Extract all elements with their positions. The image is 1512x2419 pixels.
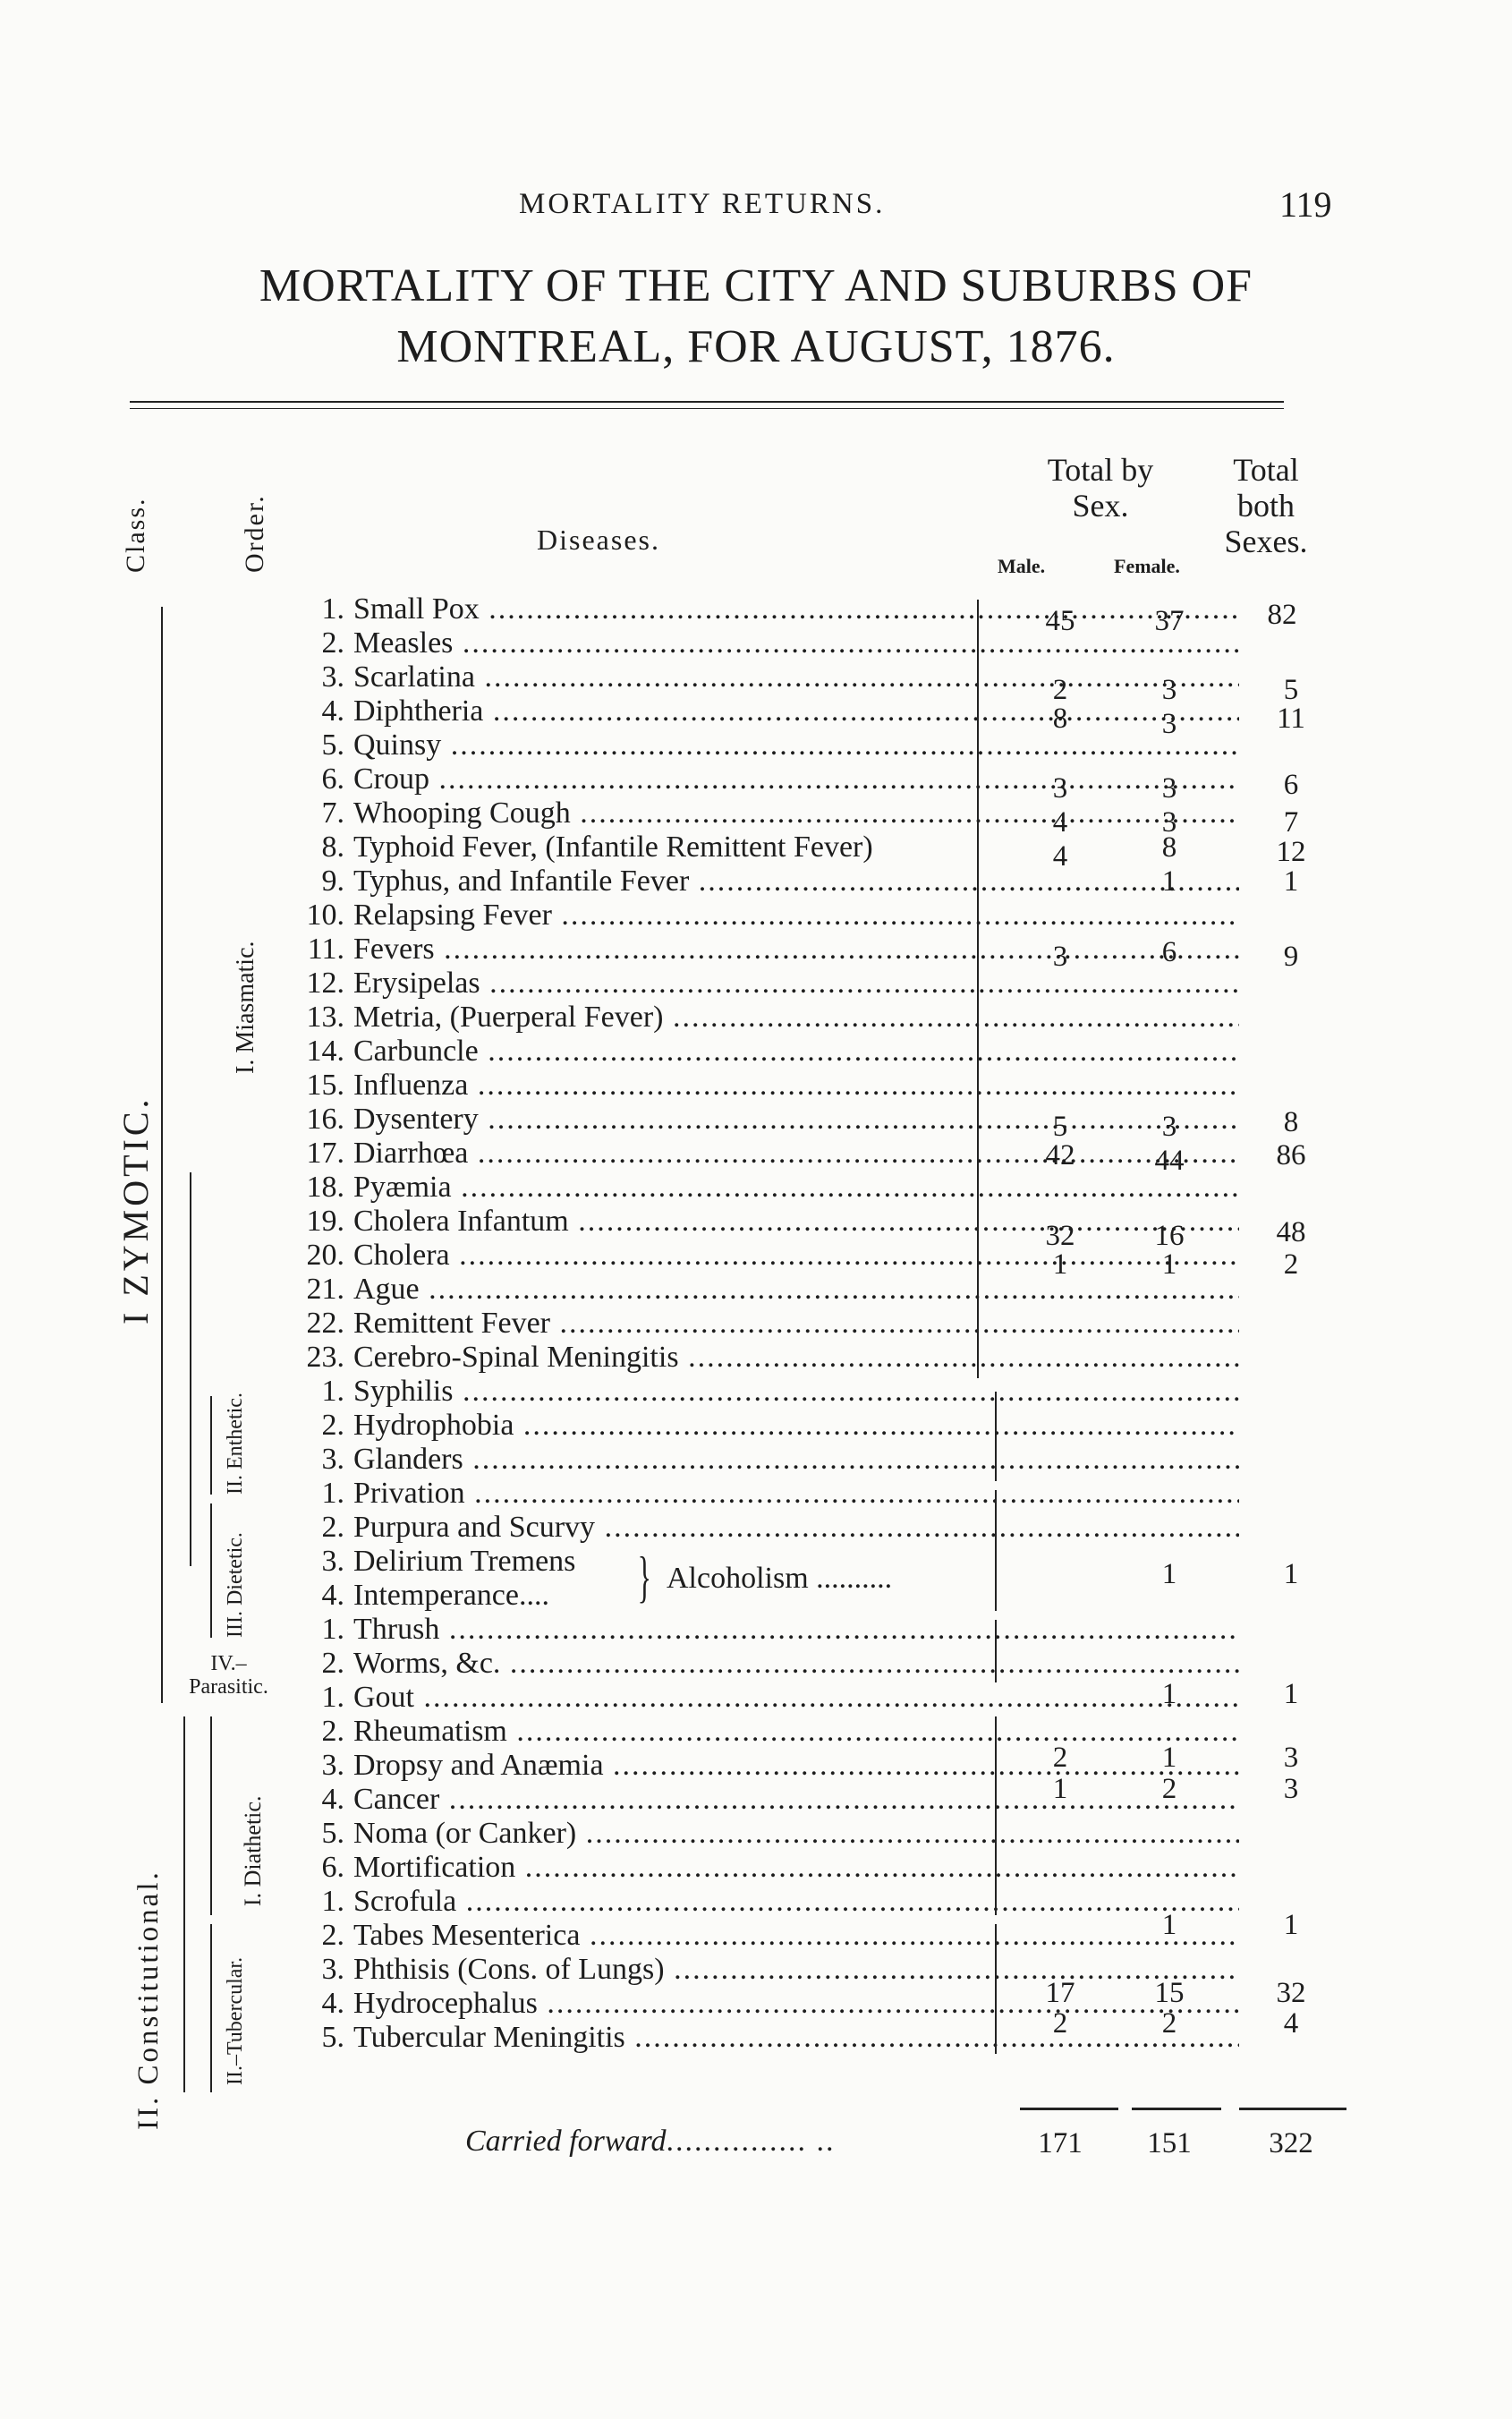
female-value: 8 xyxy=(1161,831,1177,864)
female-value: 1 xyxy=(1161,865,1177,898)
constitutional-class-bracket xyxy=(183,1716,185,2092)
disease-name: Rheumatism ..... xyxy=(353,1715,1239,1749)
row-number: 1. xyxy=(321,1477,344,1510)
row-number: 14. xyxy=(306,1035,344,1068)
row-number: 4. xyxy=(321,1783,344,1816)
group-brace xyxy=(995,1392,997,1481)
row-number: 12. xyxy=(306,967,344,1000)
disease-name: Pyæmia ..... xyxy=(353,1171,1239,1205)
row-number: 9. xyxy=(321,865,344,898)
disease-name: Influenza ..... xyxy=(353,1069,1239,1103)
female-value: 15 xyxy=(1154,1977,1185,2009)
disease-name: Syphilis ..... xyxy=(353,1375,1239,1409)
disease-name: Hydrophobia ..... xyxy=(353,1409,1239,1443)
row-number: 8. xyxy=(321,830,344,864)
disease-name: Scrofula ..... xyxy=(353,1885,1239,1919)
male-value: 1 xyxy=(1052,1773,1068,1805)
total-value: 12 xyxy=(1276,836,1306,868)
group-brace xyxy=(995,1490,997,1611)
row-number: 2. xyxy=(321,626,344,660)
running-head: MORTALITY RETURNS. xyxy=(519,188,886,220)
title-rule-top xyxy=(130,401,1284,403)
row-number: 1. xyxy=(321,592,344,626)
row-number: 1. xyxy=(321,1375,344,1408)
total-value: 6 xyxy=(1283,769,1299,801)
disease-name: Typhus, and Infantile Fever ..... xyxy=(353,865,1239,899)
class-label-constitutional: II. Constitutional. xyxy=(132,1870,165,2130)
class-column-header: Class. xyxy=(121,497,150,573)
female-value: 2 xyxy=(1161,1773,1177,1805)
row-number: 19. xyxy=(306,1205,344,1238)
group-brace xyxy=(977,600,979,1378)
male-value: 2 xyxy=(1052,1742,1068,1774)
total-value: 1 xyxy=(1283,1909,1299,1941)
group-brace xyxy=(995,1716,997,1915)
disease-name: Relapsing Fever ..... xyxy=(353,899,1239,933)
disease-name: Dysentery ..... xyxy=(353,1103,1239,1137)
disease-name: Delirium Tremens xyxy=(353,1545,576,1578)
female-value: 3 xyxy=(1161,708,1177,740)
disease-name: Diarrhœa ..... xyxy=(353,1137,1239,1171)
tubercular-order-bracket xyxy=(210,1924,212,2092)
female-subheader: Female. xyxy=(1114,555,1180,577)
row-number: 18. xyxy=(306,1171,344,1204)
row-number: 10. xyxy=(306,899,344,932)
page-title-line-2: MONTREAL, FOR AUGUST, 1876. xyxy=(396,321,1116,372)
female-value: 1 xyxy=(1161,1909,1177,1941)
disease-name: Privation ..... xyxy=(353,1477,1239,1511)
totals-rule-female xyxy=(1132,2108,1221,2110)
disease-name: Croup ..... xyxy=(353,762,1239,796)
order-label-miasmatic: I. Miasmatic. xyxy=(232,941,259,1074)
total-value: 32 xyxy=(1276,1977,1306,2009)
row-number: 6. xyxy=(321,1851,344,1884)
row-number: 2. xyxy=(321,1511,344,1544)
disease-name: Glanders ..... xyxy=(353,1443,1239,1477)
totals-rule-male xyxy=(1020,2108,1118,2110)
total-value: 2 xyxy=(1283,1248,1299,1281)
female-value: 3 xyxy=(1161,674,1177,706)
title-rule-bottom xyxy=(130,408,1284,409)
row-number: 22. xyxy=(306,1307,344,1340)
order-label-parasitic: IV.–Parasitic. xyxy=(189,1652,268,1699)
diathetic-order-bracket xyxy=(210,1716,212,1915)
total-value: 9 xyxy=(1283,941,1299,973)
alcoholism-brace: } xyxy=(637,1545,652,1608)
total-value: 48 xyxy=(1276,1216,1306,1248)
row-number: 6. xyxy=(321,762,344,796)
male-subheader: Male. xyxy=(998,555,1046,577)
male-value: 5 xyxy=(1052,1111,1068,1143)
disease-name: Scarlatina ..... xyxy=(353,660,1239,694)
female-value: 6 xyxy=(1161,936,1177,968)
disease-name: Small Pox ..... xyxy=(353,592,1239,626)
female-value: 1 xyxy=(1161,1558,1177,1590)
row-number: 5. xyxy=(321,1817,344,1850)
order-column-header: Order. xyxy=(240,494,269,573)
total-both-sexes-header: Total both Sexes. xyxy=(1224,452,1308,559)
class-label-zymotic: I ZYMOTIC. xyxy=(115,1095,156,1324)
total-by-sex-header: Total by Sex. xyxy=(1047,452,1154,524)
row-number: 2. xyxy=(321,1409,344,1442)
row-number: 1. xyxy=(321,1681,344,1714)
row-number: 21. xyxy=(306,1273,344,1306)
group-brace xyxy=(995,1924,997,2054)
row-number: 3. xyxy=(321,1749,344,1782)
female-value: 1 xyxy=(1161,1742,1177,1774)
male-value: 3 xyxy=(1052,941,1068,973)
enthetic-order-bracket xyxy=(210,1396,212,1495)
totals-rule-total xyxy=(1239,2108,1346,2110)
total-value: 4 xyxy=(1283,2007,1299,2040)
row-number: 11. xyxy=(307,933,344,966)
male-value: 42 xyxy=(1045,1139,1075,1171)
disease-name: Cancer ..... xyxy=(353,1783,1239,1817)
row-number: 16. xyxy=(306,1103,344,1136)
row-number: 3. xyxy=(321,1443,344,1476)
total-value: 3 xyxy=(1283,1742,1299,1774)
carried-forward-male: 171 xyxy=(1038,2127,1083,2159)
page-number: 119 xyxy=(1279,184,1332,225)
female-value: 16 xyxy=(1154,1220,1185,1252)
female-value: 3 xyxy=(1161,1111,1177,1143)
row-number: 3. xyxy=(321,1545,344,1578)
male-value: 45 xyxy=(1045,605,1075,637)
page-title-line-1: MORTALITY OF THE CITY AND SUBURBS OF xyxy=(259,260,1253,311)
male-value: 32 xyxy=(1045,1220,1075,1252)
order-label-diathetic: I. Diathetic. xyxy=(240,1795,266,1906)
disease-name: Gout ..... xyxy=(353,1681,1239,1715)
disease-name: Cerebro-Spinal Meningitis ..... xyxy=(353,1341,1239,1375)
carried-forward-female: 151 xyxy=(1147,2127,1192,2159)
row-number: 2. xyxy=(321,1715,344,1748)
disease-name: Fevers ..... xyxy=(353,933,1239,967)
disease-name: Carbuncle ..... xyxy=(353,1035,1239,1069)
row-number: 3. xyxy=(321,660,344,694)
total-value: 82 xyxy=(1267,599,1297,631)
disease-name: Metria, (Puerperal Fever) ..... xyxy=(353,1001,1239,1035)
row-number: 13. xyxy=(306,1001,344,1034)
disease-name: Whooping Cough ..... xyxy=(353,796,1239,830)
disease-name: Cholera Infantum ..... xyxy=(353,1205,1239,1239)
total-value: 1 xyxy=(1283,865,1299,898)
disease-name: Quinsy ..... xyxy=(353,728,1239,762)
zymotic-class-bracket xyxy=(161,607,163,1703)
disease-name: Diphtheria ..... xyxy=(353,694,1239,728)
male-value: 2 xyxy=(1052,674,1068,706)
carried-forward-text: Carried forward xyxy=(465,2125,667,2158)
male-value: 4 xyxy=(1052,840,1068,873)
total-value: 5 xyxy=(1283,674,1299,706)
row-number: 23. xyxy=(306,1341,344,1374)
alcoholism-label: Alcoholism .......... xyxy=(667,1562,893,1595)
male-value: 3 xyxy=(1052,772,1068,805)
total-value: 7 xyxy=(1283,806,1299,839)
total-value: 1 xyxy=(1283,1558,1299,1590)
disease-name: Tubercular Meningitis ..... xyxy=(353,2021,1239,2055)
row-number: 4. xyxy=(321,694,344,728)
order-label-enthetic: II. Enthetic. xyxy=(224,1393,247,1495)
row-number: 15. xyxy=(306,1069,344,1102)
row-number: 2. xyxy=(321,1647,344,1680)
male-value: 2 xyxy=(1052,2007,1068,2040)
carried-forward-total: 322 xyxy=(1269,2127,1313,2159)
row-number: 4. xyxy=(321,1987,344,2020)
miasmatic-order-bracket xyxy=(190,1172,191,1566)
row-number: 17. xyxy=(306,1137,344,1170)
disease-name: Cholera ..... xyxy=(353,1239,1239,1273)
male-value: 4 xyxy=(1052,806,1068,839)
dietetic-order-bracket xyxy=(210,1503,212,1638)
row-number: 4. xyxy=(321,1579,344,1612)
disease-name: Remittent Fever ..... xyxy=(353,1307,1239,1341)
female-value: 3 xyxy=(1161,772,1177,805)
disease-name: Typhoid Fever, (Infantile Remittent Fever) xyxy=(353,830,873,864)
diseases-column-header: Diseases. xyxy=(537,524,660,556)
disease-name: Dropsy and Anæmia ..... xyxy=(353,1749,1239,1783)
row-number: 7. xyxy=(321,796,344,830)
female-value: 1 xyxy=(1161,1678,1177,1710)
disease-name: Noma (or Canker) ..... xyxy=(353,1817,1239,1851)
disease-name: Intemperance.... xyxy=(353,1579,549,1612)
male-value: 17 xyxy=(1045,1977,1075,2009)
disease-name: Thrush ..... xyxy=(353,1613,1239,1647)
disease-name: Worms, &c. ..... xyxy=(353,1647,1239,1681)
disease-name: Phthisis (Cons. of Lungs) ..... xyxy=(353,1953,1239,1987)
disease-name: Ague ..... xyxy=(353,1273,1239,1307)
carried-forward-leader: ............... .. xyxy=(666,2125,836,2158)
row-number: 5. xyxy=(321,2021,344,2054)
total-value: 86 xyxy=(1276,1139,1306,1171)
female-value: 3 xyxy=(1161,806,1177,839)
order-label-tubercular: II.–Tubercular. xyxy=(224,1956,247,2085)
male-value: 8 xyxy=(1052,703,1068,735)
row-number: 5. xyxy=(321,728,344,762)
female-value: 1 xyxy=(1161,1248,1177,1281)
row-number: 3. xyxy=(321,1953,344,1986)
disease-name: Mortification ..... xyxy=(353,1851,1239,1885)
order-label-dietetic: III. Dietetic. xyxy=(224,1532,247,1638)
total-value: 8 xyxy=(1283,1106,1299,1138)
row-number: 1. xyxy=(321,1885,344,1918)
disease-name: Purpura and Scurvy ..... xyxy=(353,1511,1239,1545)
total-value: 3 xyxy=(1283,1773,1299,1805)
disease-name: Erysipelas ..... xyxy=(353,967,1239,1001)
total-value: 1 xyxy=(1283,1678,1299,1710)
total-value: 11 xyxy=(1277,703,1305,735)
group-brace xyxy=(995,1620,997,1682)
row-number: 20. xyxy=(306,1239,344,1272)
disease-name: Hydrocephalus ..... xyxy=(353,1987,1239,2021)
disease-name: Measles ..... xyxy=(353,626,1239,660)
female-value: 37 xyxy=(1154,605,1185,637)
carried-forward-label xyxy=(465,2125,836,2159)
male-value: 1 xyxy=(1052,1248,1068,1281)
row-number: 2. xyxy=(321,1919,344,1952)
female-value: 2 xyxy=(1161,2007,1177,2040)
female-value: 44 xyxy=(1154,1145,1185,1177)
disease-name: Tabes Mesenterica ..... xyxy=(353,1919,1239,1953)
row-number: 1. xyxy=(321,1613,344,1646)
